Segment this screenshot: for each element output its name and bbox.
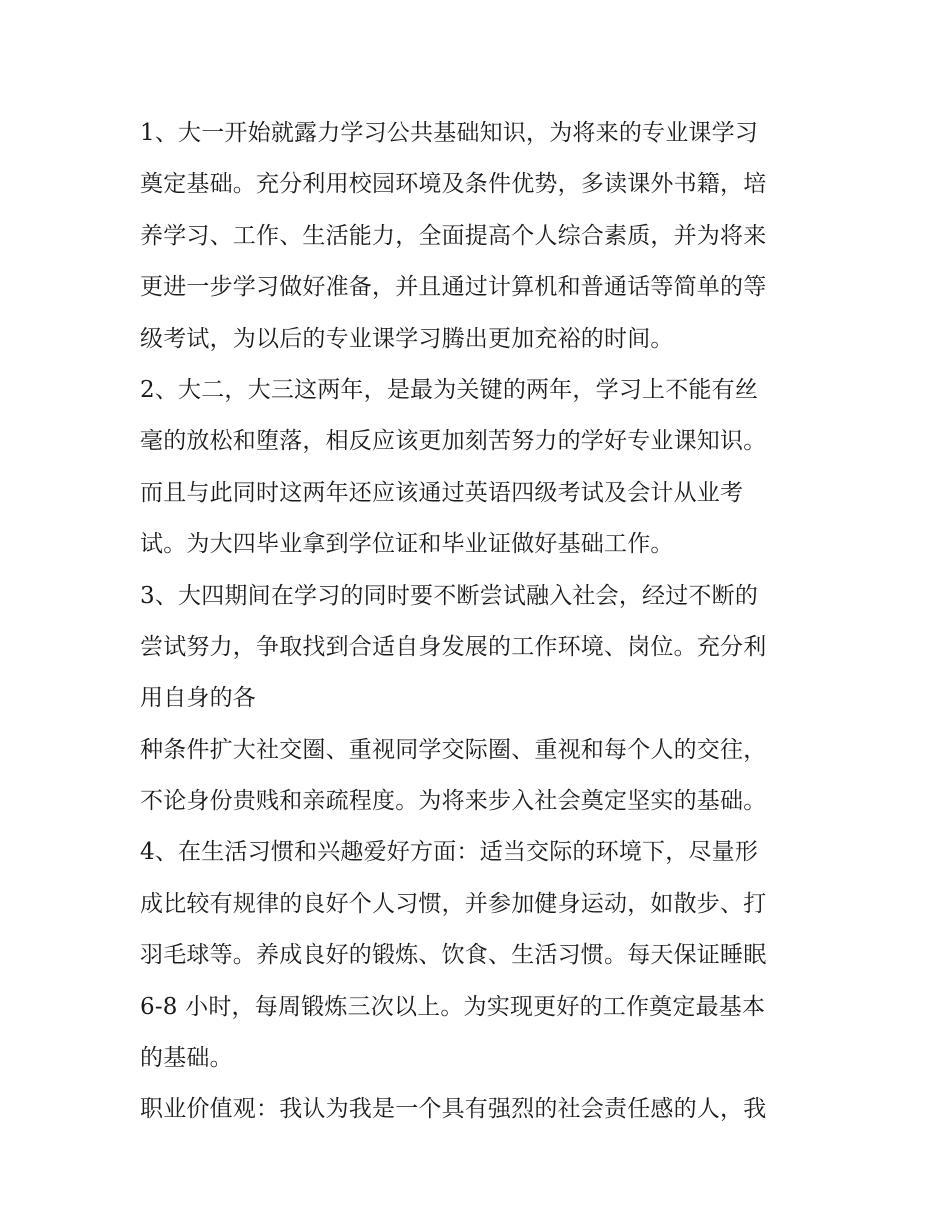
text-line: 2、大二，大三这两年，是最为关键的两年，学习上不能有丝 bbox=[140, 376, 759, 403]
text-line: 试。为大四毕业拿到学位证和毕业证做好基础工作。 bbox=[140, 531, 674, 558]
text-line: 养学习、工作、生活能力，全面提高个人综合素质，并为将来 bbox=[140, 222, 767, 249]
text-line: 更进一步学习做好准备，并且通过计算机和普通话等简单的等 bbox=[140, 274, 767, 301]
text-line: 1、大一开始就露力学习公共基础知识，为将来的专业课学习 bbox=[140, 120, 759, 146]
document-body bbox=[140, 108, 820, 1136]
text-line: 尝试努力，争取找到合适自身发展的工作环境、岗位。充分利 bbox=[140, 633, 767, 660]
text-line: 羽毛球等。养成良好的锻炼、饮食、生活习惯。每天保证睡眠 bbox=[140, 942, 767, 969]
text-line: 职业价值观：我认为我是一个具有强烈的社会责任感的人，我 bbox=[140, 1096, 767, 1123]
text-line: 奠定基础。充分利用校园环境及条件优势，多读课外书籍，培 bbox=[140, 171, 767, 198]
text-line: 不论身份贵贱和亲疏程度。为将来步入社会奠定坚实的基础。 bbox=[140, 788, 767, 815]
text-line: 种条件扩大社交圈、重视同学交际圈、重视和每个人的交往， bbox=[140, 736, 767, 763]
text-line: 毫的放松和堕落，相反应该更加刻苦努力的学好专业课知识。 bbox=[140, 428, 767, 455]
text-line: 而且与此同时这两年还应该通过英语四级考试及会计从业考 bbox=[140, 479, 744, 506]
text-line: 3、大四期间在学习的同时要不断尝试融入社会，经过不断的 bbox=[140, 582, 759, 609]
text-line: 用自身的各 bbox=[140, 685, 256, 712]
text-line: 6-8 小时，每周锻炼三次以上。为实现更好的工作奠定最基本 bbox=[140, 993, 766, 1020]
text-line: 4、在生活习惯和兴趣爱好方面：适当交际的环境下，尽量形 bbox=[140, 839, 759, 866]
text-line: 级考试，为以后的专业课学习腾出更加充裕的时间。 bbox=[140, 325, 674, 352]
text-line: 成比较有规律的良好个人习惯，并参加健身运动，如散步、打 bbox=[140, 890, 767, 917]
text-line: 的基础。 bbox=[140, 1045, 233, 1072]
